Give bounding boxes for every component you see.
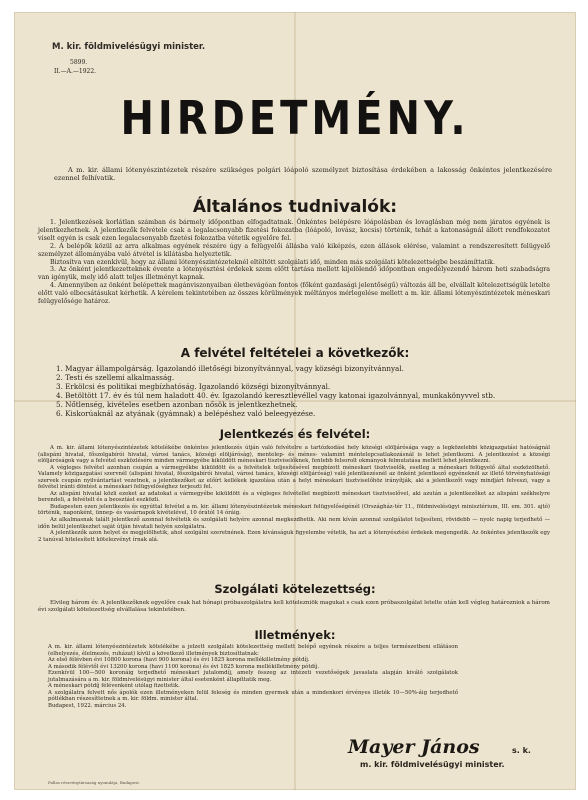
date-place: Budapest, 1922. március 24. [48, 702, 127, 709]
heading-benefits: Illetmények: [254, 628, 336, 642]
list-item: 6. Kiskorúaknál az atyának (gyámnak) a belépéshez való beleegyezése. [56, 409, 316, 418]
section-general-info [38, 219, 550, 306]
paragraph: A jelentkezők azon helyet és megjelölhetik, ahol szolgálni szeretnének. Ezen kívánságuk figyelembe vétetik, ha azt a lótenyésztési érdekek megengedik. Az önkéntes jelentkezők egy 2 tanúval hitelesített kötelezvényt írnak alá. [38, 530, 550, 543]
paragraph: Az első félévben évi 10800 korona (havi 900 korona) és évi 1825 korona mellékilletmény pótdíj. [48, 657, 310, 663]
section-service-obligation [38, 600, 550, 613]
intro-paragraph: A m. kir. állami lótenyészintézetek részére szükséges polgári lóápoló személyzet biztosítása érdekében a lakosság önkéntes jelentkezésére ezennel felhívatik. [54, 166, 552, 182]
paragraph: 4. Amennyiben az önként belépettek magánviszonyaiban életbevágóan fontos (főként gazdasági jelentőségű) változás áll be, elvállalt kötelezettségük letelte előtt való elbocsátásukat kérhetik. A kérelem tekintetében az összes körülmények méltányos mérlegelése mellett a m. kir. állami lótenyészintézetek méneskari felügyelősége határoz. [38, 282, 550, 306]
heading-service-obligation: Szolgálati kötelezettség: [214, 582, 376, 596]
heading-application: Jelentkezés és felvétel: [219, 427, 371, 441]
heading-general-info: Általános tudnivalók: [192, 197, 398, 217]
paragraph: A szolgálatra felvett nős ápolók ezen illetményeken felül feleség és minden gyermek után a mindenkori érvényes illeték 10—50%-áig terjedhető pótlékban részesíttetnek a m. kir. földm. minister által. [48, 689, 458, 702]
list-item: 4. Betöltött 17. év és túl nem haladott 40. év. Igazolandó keresztlevéllel vagy katonai igazolvánnyal, munkakönyvvel stb. [56, 391, 496, 400]
section-application [38, 445, 550, 543]
signature-title: m. kir. földmivelésügyi minister. [360, 760, 505, 769]
section-admission-conditions [38, 364, 550, 418]
ministry-header: M. kir. földmivelésügyi minister. [52, 42, 206, 52]
paragraph: A végleges felvétel azonban csupán a vármegyékbe kiküldött és a felvételek teljesítésével megbízott méneskari tisztviselők, esetleg a méneskari felügyelő által eszközölhető. Valamely közigazgatási szervnél (alispáni hivatal, főszolgabírói hivatal, városi tanács, községi elöljáróság) való jelentkezésnél az önként jelentkező egyéneknél az illető törvényhatósági szervek csupán nyilvántartást vezetnek, a jelentkezőket az előírt kellékek igazolása után a helyi méneskari tisztviselőhöz irányítják, aki a jelentkezőt vagy mindjárt felveszi, vagy a felvétel iránti döntést a méneskari felügyelőséghez terjeszti fel. [38, 464, 550, 491]
paragraph: A m. kir. állami lótenyészintézetek kötelékébe önkéntes jelentkezés útján való felvételre a tartózkodási hely községi elöljárósága vagy a legközelebbi közigazgatási hatóságnál (alispáni hivatal, főszolgabírói hivatal, városi tanács, községi elöljáróság), mentelep- és ménes- valamint méntelepcsatlakozásnál is lehet jelentkezni. A jelentkezést a községi elöljáróságok vagy a felvétel eszközlésére minden vármegyébe kiküldött méneskari tisztviselőknek, fentebb felsorolt okmányok felmutatása mellett lehet jelentkezni. [38, 445, 550, 465]
list-item: 1. Magyar állampolgárság. Igazolandó illetőségi bizonyítvánnyal, vagy községi bizonyítvánnyal. [56, 364, 404, 373]
poster-sheet [14, 12, 576, 790]
paragraph: 1. Jelentkezések korlátlan számban és bármely időpontban elfogadtatnak. Önkéntes belépésre lóápolásban és lovaglásban még nem járatos egyének is jelentkezhetnek. A jelentkezők felvétele csak a legalacsonyabb fizetési fokozatba (lóápoló, lovász, kocsis) történik, tehát a katonaságnál állott rendfokozatot viselt egyén is csak ezen legalacsonyabb fizetési fokozatba vétetik egyelőre fel. [38, 219, 550, 242]
paragraph: Az alkalmasnak talált jelentkező azonnal felvétetik és szolgálati helyére azonnal megkezdhetik. Aki nem kíván azonnal szolgálatot teljesíteni, rövidebb — nyolc napig terjedhető — időn belül jelentkezhet saját útján hivatali helyén szolgálatra. [38, 517, 550, 530]
paragraph: Ezenkívül 100—500 koronáig terjedhető méneskari jutalomdíj, amely összeg az intézeti vezetőségek javaslata alapján kiváló szolgálatok jutalmazására a m. kir. földmivelésügyi minister által esetenként állapíttatik meg. [48, 670, 458, 683]
paragraph: A második félévtől évi 13200 korona (havi 1100 korona) és évi 1825 korona mellékilletmény pótdíj. [48, 663, 320, 670]
list-item: 3. Erkölcsi és politikai megbízhatóság. Igazolandó községi bizonyítvánnyal. [56, 382, 331, 391]
signature-suffix: s. k. [512, 746, 531, 755]
reference-code: II.—A.—1922. [54, 68, 97, 75]
printer-imprint: Pallas részvénytársaság nyomdája, Budapest. [48, 780, 141, 785]
paragraph: Biztosítva van ezenkívül, hogy az állami lótenyészintézeteknél eltöltött szolgálati idő, minden más szolgálati kötelezettségbe beszámíttatik. [50, 258, 495, 266]
paragraph: Elvileg három év. A jelentkezőknek egyelőre csak hat hónapi próbaszolgálatra kell kötelezniök magukat s csak ezen próbaszolgálat letelte után kell végleg határozniok a három évi szolgálati kötelezettség elvállalása tekintetében. [38, 600, 550, 613]
poster-title: HIRDETMÉNY. [120, 92, 470, 146]
heading-admission-conditions: A felvétel feltételei a következők: [180, 346, 410, 360]
paragraph: A m. kir. állami lótenyészintézetek kötelékébe a jelzett szolgálati kötelezettség mellett belépő egyének részére a teljes természetbeni ellátáson (elhelyezés, élelmezés, ruházat) kívül a következő illetmények biztosíttatnak: [48, 644, 458, 657]
list-item: 5. Nőtlenség, kivételes esetben azonban nősök is jelentkezhetnek. [56, 400, 298, 409]
list-item: 2. Testi és szellemi alkalmasság. [56, 373, 175, 382]
paragraph: A méneskari pótdíj félévenként utólag fizettetik. [48, 683, 180, 689]
reference-number: 5899. [70, 59, 88, 66]
paragraph: 3. Az önként jelentkezetteknek évente a lótenyésztési érdekek szem előtt tartása mellett kijelölendő időpontban engedélyezendő három heti szabadságra van igényük, mely idő alatt teljes illetményt kapnak. [38, 266, 550, 282]
paragraph: 2. A belépők közül az arra alkalmas egyének részére úgy a felügyelői állásba való kiképzés, ezen állások elérése, valamint a rendszeresített felügyelő személyzet állományába való átvétel is kilátásba helyeztetik. [38, 242, 550, 258]
paragraph: Budapesten ezen jelentkezés és egyúttal felvétel a m. kir. állami lótenyészintézetek méneskari felügyelőségénél (Országház-tér 11., földmivelésügyi minisztérium, III. em. 301. ajtó) történik, naponként, ünnep- és vasárnapok kivételével, 10 órától 14 óráig. [38, 503, 550, 517]
paragraph: Az alispáni hivatal közli ezeket az adatokat a vármegyébe kiküldött és a végleges felvétellel megbízott méneskari tisztviselővel, aki azután a jelentkezőket az alispáni székhelyre berendeli, a felvételt és a beosztást eszközli. [38, 490, 550, 504]
signature-name: Mayer János [348, 736, 480, 758]
section-benefits [38, 644, 458, 709]
